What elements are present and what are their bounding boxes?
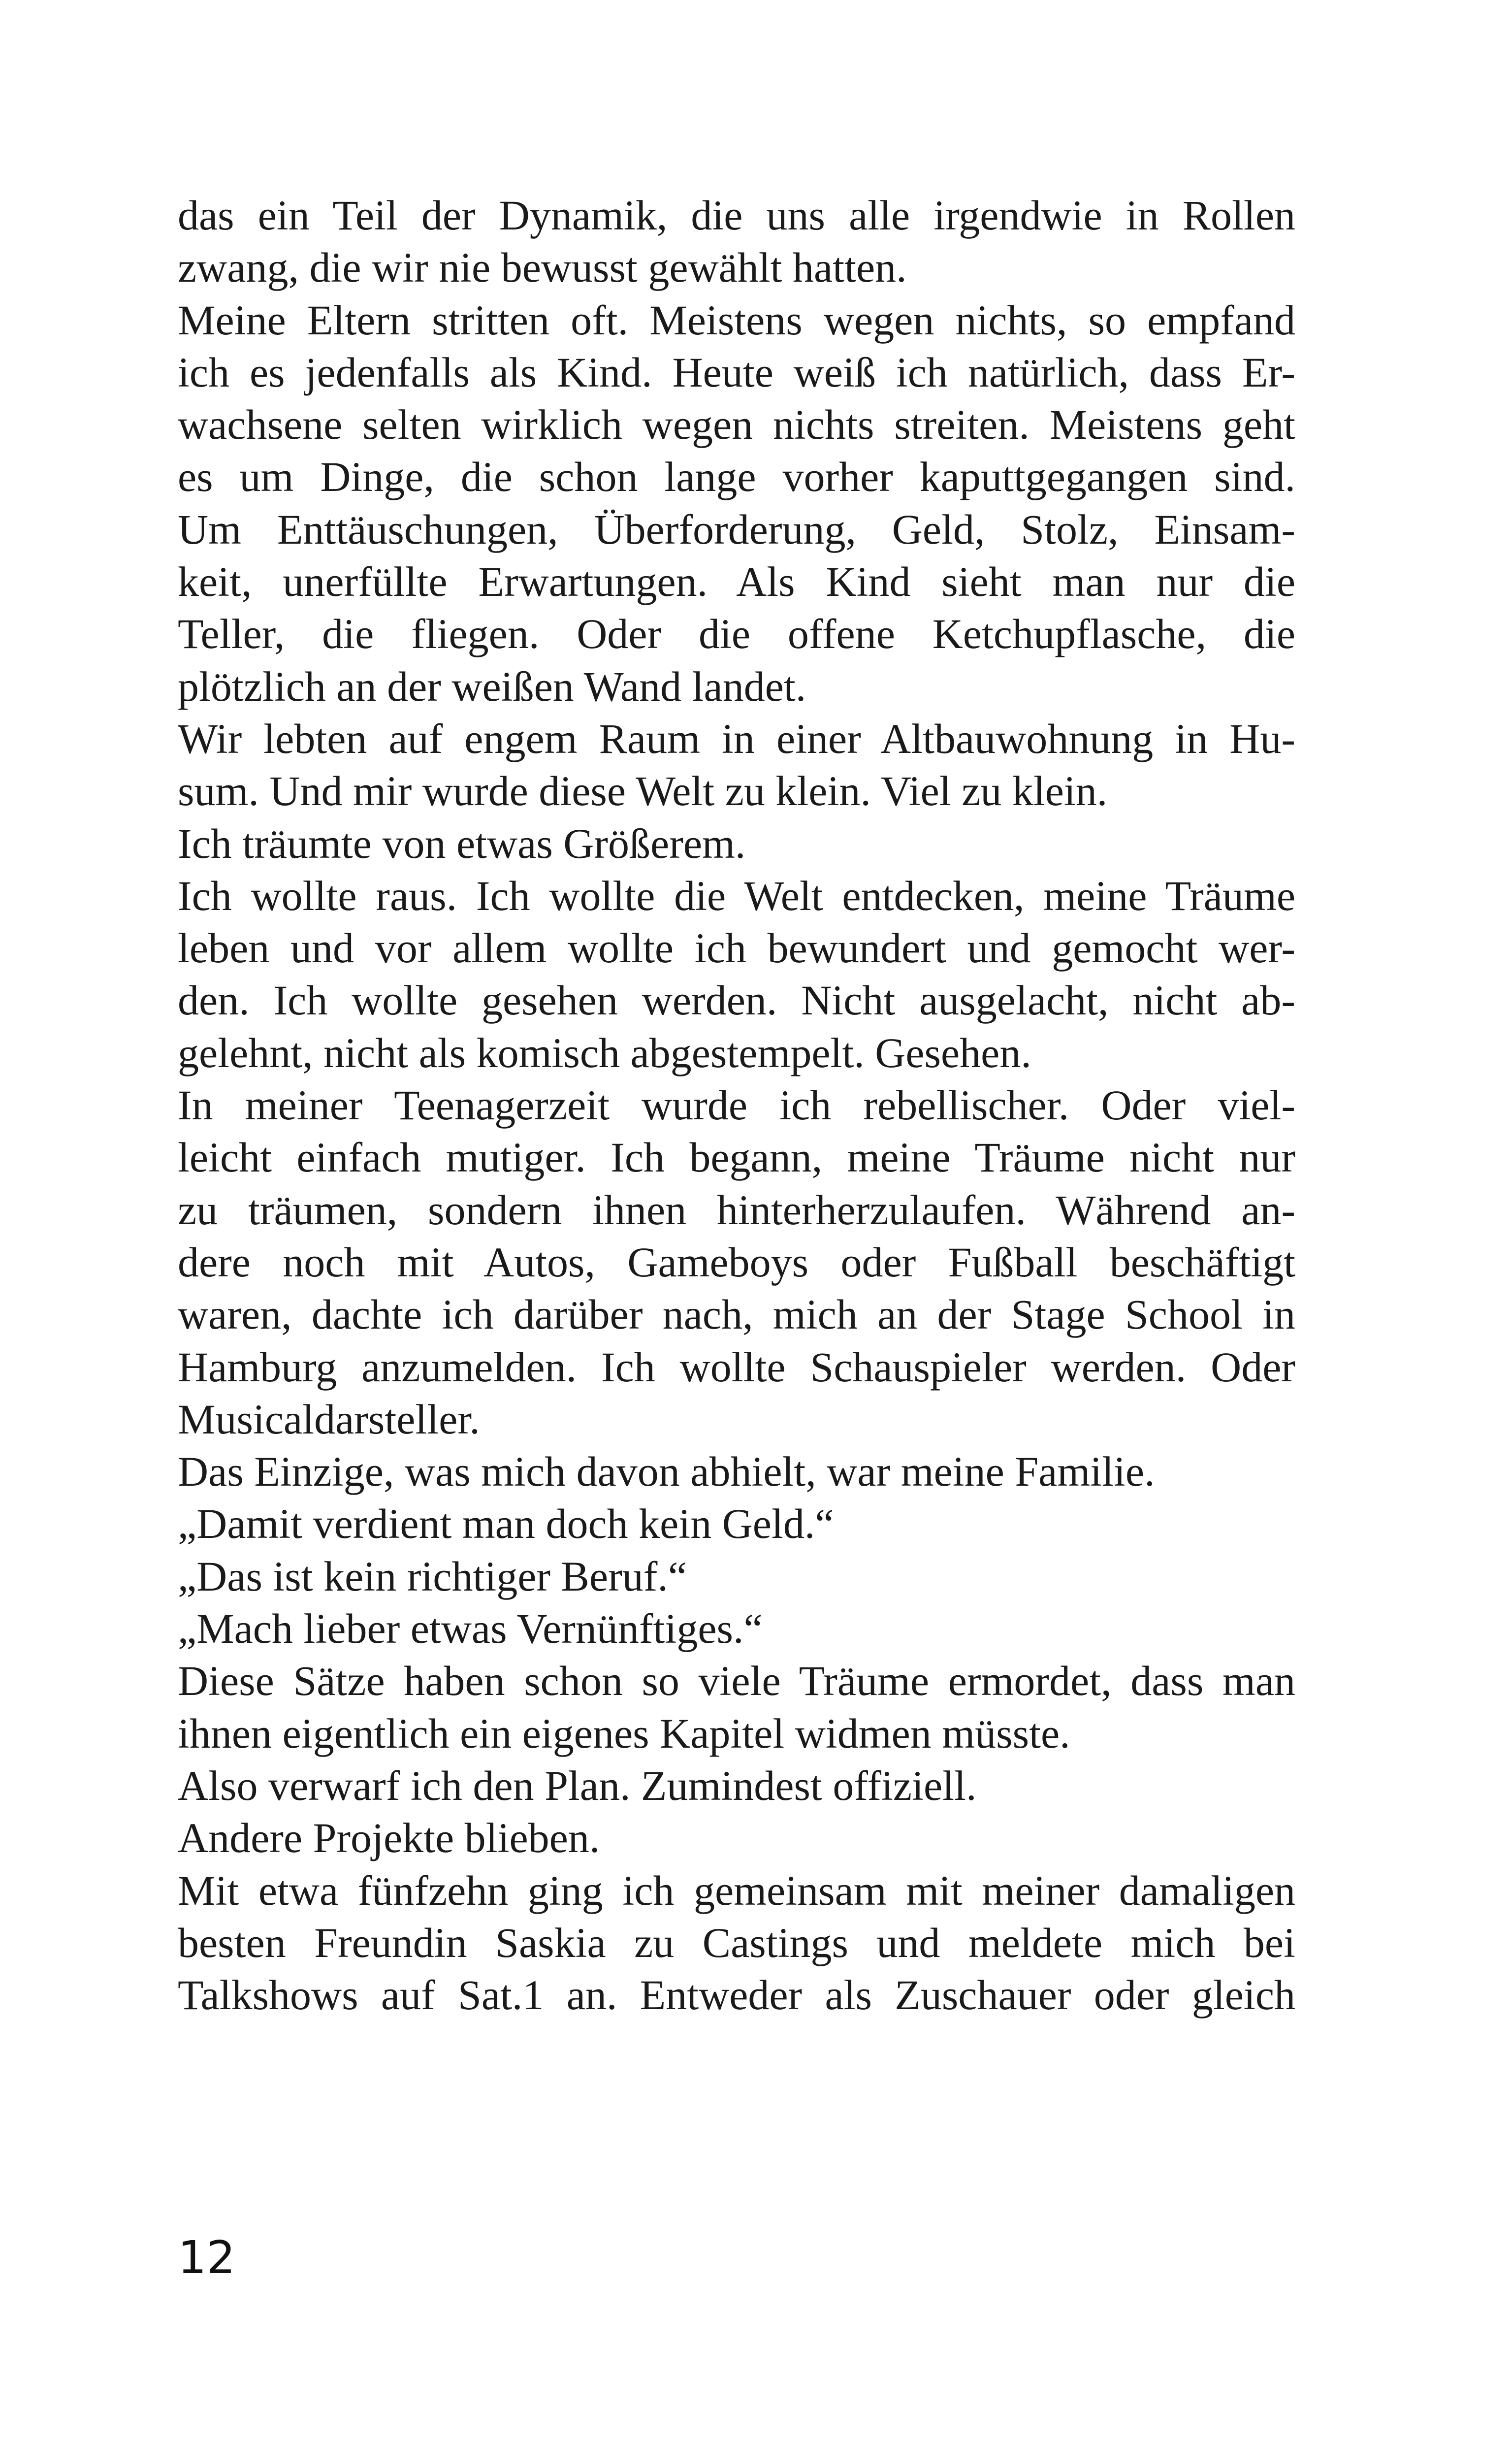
text-line: In meiner Teenagerzeit wurde ich rebellischer. Oder viel- — [178, 1081, 1295, 1129]
text-line: Mit etwa fünfzehn ging ich gemeinsam mit meiner damaligen — [178, 1866, 1295, 1914]
text-line: Teller, die fliegen. Oder die offene Ketchupflasche, die — [178, 610, 1295, 658]
text-line: Das Einzige, was mich davon abhielt, war meine Familie. — [178, 1448, 1155, 1496]
text-line: plötzlich an der weißen Wand landet. — [178, 662, 806, 710]
text-line: Diese Sätze haben schon so viele Träume ermordet, dass man — [178, 1657, 1295, 1705]
text-line: waren, dachte ich darüber nach, mich an der Stage School in — [178, 1291, 1295, 1338]
text-line: zwang, die wir nie bewusst gewählt hatten. — [178, 244, 907, 292]
page-number: 12 — [178, 2231, 236, 2284]
text-line: es um Dinge, die schon lange vorher kaputtgegangen sind. — [178, 453, 1295, 501]
text-line: gelehnt, nicht als komisch abgestempelt. Gesehen. — [178, 1029, 1031, 1076]
body-text — [178, 189, 1295, 2021]
text-line: sum. Und mir wurde diese Welt zu klein. Viel zu klein. — [178, 767, 1108, 815]
text-line: Ich wollte raus. Ich wollte die Welt entdecken, meine Träume — [178, 872, 1295, 919]
text-line: Hamburg anzumelden. Ich wollte Schauspieler werden. Oder — [178, 1343, 1295, 1391]
text-line: besten Freundin Saskia zu Castings und meldete mich bei — [178, 1919, 1295, 1966]
text-line: leben und vor allem wollte ich bewundert und gemocht wer- — [178, 924, 1295, 972]
text-line: Meine Eltern stritten oft. Meistens wegen nichts, so empfand — [178, 296, 1295, 344]
text-line: „Damit verdient man doch kein Geld.“ — [178, 1500, 834, 1548]
text-line: „Das ist kein richtiger Beruf.“ — [178, 1552, 687, 1600]
text-line: Ich träumte von etwas Größerem. — [178, 819, 746, 867]
text-line: dere noch mit Autos, Gameboys oder Fußball beschäftigt — [178, 1238, 1295, 1286]
text-line: das ein Teil der Dynamik, die uns alle irgendwie in Rollen — [178, 192, 1295, 239]
text-line: Talkshows auf Sat.1 an. Entweder als Zuschauer oder gleich — [178, 1971, 1295, 2019]
text-line: den. Ich wollte gesehen werden. Nicht ausgelacht, nicht ab- — [178, 977, 1295, 1024]
text-line: leicht einfach mutiger. Ich begann, meine Träume nicht nur — [178, 1134, 1295, 1181]
text-line: Musicaldarsteller. — [178, 1395, 480, 1443]
text-line: keit, unerfüllte Erwartungen. Als Kind sieht man nur die — [178, 558, 1295, 606]
text-line: Andere Projekte blieben. — [178, 1814, 600, 1862]
text-line: „Mach lieber etwas Vernünftiges.“ — [178, 1605, 763, 1653]
text-line: Um Enttäuschungen, Überforderung, Geld, Stolz, Einsam- — [178, 505, 1295, 553]
text-line: Also verwarf ich den Plan. Zumindest offiziell. — [178, 1761, 977, 1809]
text-line: wachsene selten wirklich wegen nichts streiten. Meistens geht — [178, 401, 1295, 449]
text-line: ich es jedenfalls als Kind. Heute weiß ich natürlich, dass Er- — [178, 348, 1295, 396]
text-line: zu träumen, sondern ihnen hinterherzulaufen. Während an- — [178, 1186, 1295, 1234]
text-line: ihnen eigentlich ein eigenes Kapitel widmen müsste. — [178, 1709, 1070, 1757]
text-line: Wir lebten auf engem Raum in einer Altbauwohnung in Hu- — [178, 715, 1295, 762]
